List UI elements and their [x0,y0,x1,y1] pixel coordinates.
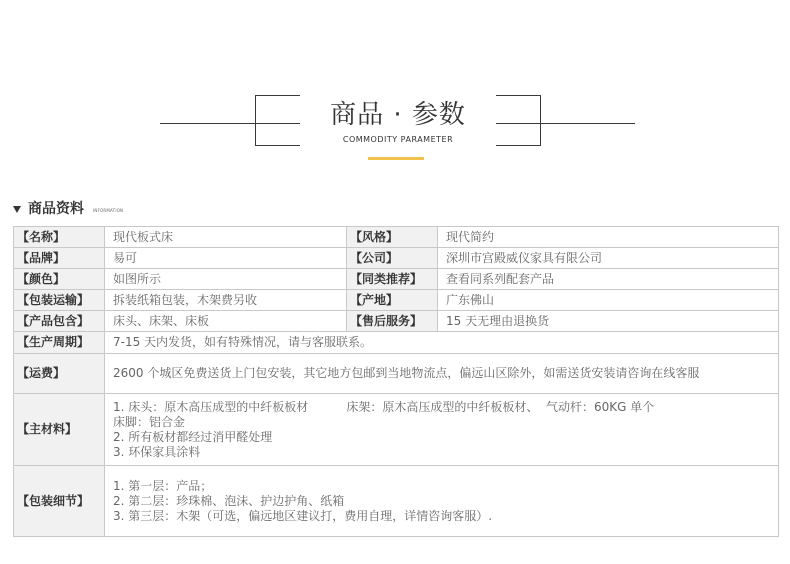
material-line: 床脚：铝合金 [113,414,186,429]
left-decor-top [255,95,300,96]
spec-key: 【产品包含】 [14,311,105,332]
right-decor-bottom [496,145,541,146]
page-subtitle: COMMODITY PARAMETER [342,135,454,144]
spec-value: 如图所示 [105,269,347,290]
spec-value: 易可 [105,248,347,269]
spec-key: 【运费】 [14,354,105,394]
table-row [14,227,779,248]
table-row [14,394,779,466]
spec-key: 【包装运输】 [14,290,105,311]
page-title: 商品 · 参数 [330,100,466,130]
packing-line: 1. 第一层：产品； [113,478,213,493]
left-decor-bottom [255,145,300,146]
spec-value-link[interactable]: 查看同系列配套产品 [438,269,779,290]
title-accent-bar [368,157,424,160]
spec-key: 【颜色】 [14,269,105,290]
spec-value: 深圳市宫殿威仪家具有限公司 [438,248,779,269]
spec-value-multiline [105,466,779,537]
table-row [14,269,779,290]
packing-line: 2. 第二层：珍珠棉、泡沫、护边护角、纸箱 [113,493,345,508]
spec-key: 【包装细节】 [14,466,105,537]
spec-value: 2600 个城区免费送货上门包安装，其它地方包邮到当地物流点，偏远山区除外，如需送货安装请咨询在线客服 [105,354,779,394]
spec-value: 拆装纸箱包装，木架费另收 [105,290,347,311]
spec-key: 【同类推荐】 [347,269,438,290]
spec-value: 7-15 天内发货，如有特殊情况，请与客服联系。 [105,332,779,354]
table-row [14,332,779,354]
left-decor-vertical [255,95,256,145]
spec-key: 【产地】 [347,290,438,311]
spec-key: 【名称】 [14,227,105,248]
spec-key: 【品牌】 [14,248,105,269]
spec-value: 广东佛山 [438,290,779,311]
section-subtitle: INFORMATION [93,208,124,213]
spec-table [13,226,779,537]
spec-key: 【风格】 [347,227,438,248]
title-block [0,0,790,170]
section-title: 商品资料 [28,201,84,217]
right-decor-line [496,123,635,124]
table-row [14,248,779,269]
caret-down-icon [13,206,21,213]
packing-line: 3. 第三层：木架（可选，偏远地区建议打，费用自理，详情咨询客服）. [113,508,493,523]
table-row [14,354,779,394]
spec-key: 【公司】 [347,248,438,269]
spec-value: 15 天无理由退换货 [438,311,779,332]
spec-value-multiline [105,394,779,466]
material-line: 2. 所有板材都经过消甲醛处理 [113,429,273,444]
spec-key: 【主材料】 [14,394,105,466]
table-row [14,290,779,311]
spec-key: 【生产周期】 [14,332,105,354]
right-decor-vertical [540,95,541,145]
table-row [14,311,779,332]
spec-value: 现代简约 [438,227,779,248]
material-line: 1. 床头：原木高压成型的中纤板板材 床架：原木高压成型的中纤板板材、 气动杆：60KG 单个 [113,399,655,414]
left-decor-line [160,123,300,124]
table-row [14,466,779,537]
right-decor-top [496,95,541,96]
spec-value: 现代板式床 [105,227,347,248]
spec-key: 【售后服务】 [347,311,438,332]
material-line: 3. 环保家具涂料 [113,444,201,459]
spec-value: 床头、床架、床板 [105,311,347,332]
